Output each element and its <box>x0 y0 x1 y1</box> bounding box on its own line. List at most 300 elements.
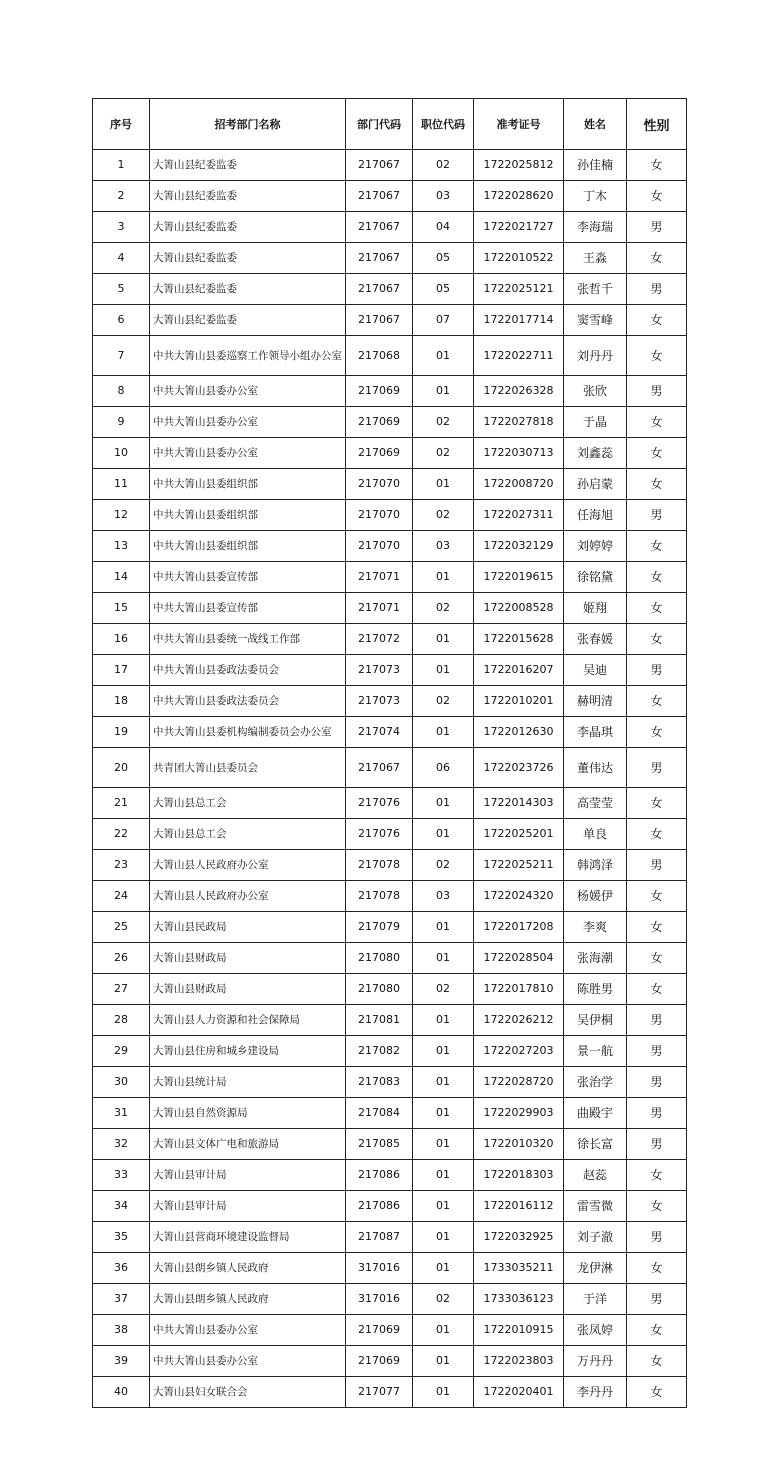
cell-exam-no: 1722010320 <box>474 1129 564 1160</box>
table-row <box>93 1377 687 1408</box>
cell-dept-code: 217069 <box>346 376 413 407</box>
table-row <box>93 1036 687 1067</box>
table-row <box>93 655 687 686</box>
cell-exam-no: 1722018303 <box>474 1160 564 1191</box>
table-row <box>93 469 687 500</box>
cell-dept-code: 217081 <box>346 1005 413 1036</box>
cell-gender: 男 <box>627 1129 687 1160</box>
cell-exam-no: 1722027818 <box>474 407 564 438</box>
cell-dept-name: 大箐山县纪委监委 <box>150 305 346 336</box>
cell-dept-name: 大箐山县妇女联合会 <box>150 1377 346 1408</box>
cell-gender: 女 <box>627 1160 687 1191</box>
cell-seq: 17 <box>93 655 150 686</box>
cell-seq: 4 <box>93 243 150 274</box>
cell-name: 雷雪微 <box>564 1191 627 1222</box>
cell-exam-no: 1722012630 <box>474 717 564 748</box>
cell-dept-name: 大箐山县统计局 <box>150 1067 346 1098</box>
table-header-row <box>93 99 687 150</box>
cell-gender: 女 <box>627 593 687 624</box>
table-row <box>93 1098 687 1129</box>
cell-gender: 男 <box>627 1067 687 1098</box>
cell-dept-code: 217067 <box>346 305 413 336</box>
cell-exam-no: 1733035211 <box>474 1253 564 1284</box>
cell-exam-no: 1722026328 <box>474 376 564 407</box>
cell-dept-name: 中共大箐山县委办公室 <box>150 1346 346 1377</box>
table-row <box>93 881 687 912</box>
cell-dept-code: 217072 <box>346 624 413 655</box>
cell-exam-no: 1733036123 <box>474 1284 564 1315</box>
cell-dept-code: 217069 <box>346 407 413 438</box>
cell-seq: 18 <box>93 686 150 717</box>
cell-seq: 14 <box>93 562 150 593</box>
cell-dept-name: 大箐山县民政局 <box>150 912 346 943</box>
cell-seq: 32 <box>93 1129 150 1160</box>
cell-seq: 34 <box>93 1191 150 1222</box>
cell-dept-code: 217078 <box>346 881 413 912</box>
cell-seq: 25 <box>93 912 150 943</box>
cell-pos-code: 02 <box>413 686 474 717</box>
cell-name: 吴伊桐 <box>564 1005 627 1036</box>
cell-name: 韩鸿泽 <box>564 850 627 881</box>
table-row <box>93 531 687 562</box>
cell-dept-code: 217071 <box>346 562 413 593</box>
cell-name: 景一航 <box>564 1036 627 1067</box>
cell-gender: 女 <box>627 1346 687 1377</box>
table-row <box>93 624 687 655</box>
cell-pos-code: 01 <box>413 1129 474 1160</box>
cell-name: 李丹丹 <box>564 1377 627 1408</box>
cell-seq: 7 <box>93 336 150 376</box>
cell-name: 张欣 <box>564 376 627 407</box>
cell-pos-code: 01 <box>413 1160 474 1191</box>
cell-exam-no: 1722027203 <box>474 1036 564 1067</box>
cell-name: 孙启蒙 <box>564 469 627 500</box>
cell-seq: 40 <box>93 1377 150 1408</box>
cell-dept-code: 217069 <box>346 1346 413 1377</box>
table-row <box>93 593 687 624</box>
cell-seq: 6 <box>93 305 150 336</box>
cell-pos-code: 05 <box>413 274 474 305</box>
cell-exam-no: 1722025121 <box>474 274 564 305</box>
cell-gender: 男 <box>627 1036 687 1067</box>
table-row <box>93 243 687 274</box>
cell-pos-code: 02 <box>413 974 474 1005</box>
cell-dept-name: 大箐山县朗乡镇人民政府 <box>150 1253 346 1284</box>
table-row <box>93 1284 687 1315</box>
cell-dept-code: 217080 <box>346 974 413 1005</box>
cell-dept-name: 大箐山县朗乡镇人民政府 <box>150 1284 346 1315</box>
cell-dept-name: 大箐山县审计局 <box>150 1160 346 1191</box>
cell-dept-name: 大箐山县营商环境建设监督局 <box>150 1222 346 1253</box>
table-row <box>93 686 687 717</box>
cell-exam-no: 1722017208 <box>474 912 564 943</box>
cell-seq: 38 <box>93 1315 150 1346</box>
table-row <box>93 1005 687 1036</box>
candidate-table <box>92 98 687 1408</box>
cell-dept-code: 217070 <box>346 469 413 500</box>
cell-pos-code: 01 <box>413 819 474 850</box>
cell-seq: 11 <box>93 469 150 500</box>
cell-gender: 女 <box>627 943 687 974</box>
cell-name: 赫明清 <box>564 686 627 717</box>
table-row <box>93 850 687 881</box>
table-row <box>93 336 687 376</box>
cell-seq: 35 <box>93 1222 150 1253</box>
cell-gender: 女 <box>627 562 687 593</box>
cell-dept-code: 217067 <box>346 181 413 212</box>
cell-exam-no: 1722016207 <box>474 655 564 686</box>
cell-pos-code: 01 <box>413 788 474 819</box>
cell-gender: 女 <box>627 438 687 469</box>
cell-dept-code: 217067 <box>346 212 413 243</box>
cell-exam-no: 1722008720 <box>474 469 564 500</box>
table-row <box>93 181 687 212</box>
cell-pos-code: 03 <box>413 181 474 212</box>
cell-dept-code: 217069 <box>346 438 413 469</box>
cell-exam-no: 1722010522 <box>474 243 564 274</box>
cell-pos-code: 02 <box>413 407 474 438</box>
cell-name: 高莹莹 <box>564 788 627 819</box>
cell-name: 曲殿宇 <box>564 1098 627 1129</box>
cell-name: 刘子澈 <box>564 1222 627 1253</box>
cell-dept-code: 217080 <box>346 943 413 974</box>
cell-pos-code: 01 <box>413 1036 474 1067</box>
cell-dept-name: 大箐山县纪委监委 <box>150 212 346 243</box>
cell-dept-name: 中共大箐山县委办公室 <box>150 376 346 407</box>
cell-exam-no: 1722017714 <box>474 305 564 336</box>
cell-seq: 27 <box>93 974 150 1005</box>
cell-pos-code: 01 <box>413 1222 474 1253</box>
cell-dept-code: 317016 <box>346 1253 413 1284</box>
table-row <box>93 1222 687 1253</box>
cell-name: 张春媛 <box>564 624 627 655</box>
cell-pos-code: 01 <box>413 1191 474 1222</box>
table-row <box>93 1253 687 1284</box>
cell-name: 龙伊淋 <box>564 1253 627 1284</box>
cell-exam-no: 1722028720 <box>474 1067 564 1098</box>
cell-gender: 女 <box>627 686 687 717</box>
cell-exam-no: 1722026212 <box>474 1005 564 1036</box>
cell-dept-name: 共青团大箐山县委员会 <box>150 748 346 788</box>
cell-name: 丁木 <box>564 181 627 212</box>
cell-dept-code: 217071 <box>346 593 413 624</box>
cell-name: 于晶 <box>564 407 627 438</box>
cell-dept-code: 217073 <box>346 686 413 717</box>
cell-dept-name: 大箐山县文体广电和旅游局 <box>150 1129 346 1160</box>
cell-pos-code: 01 <box>413 943 474 974</box>
cell-seq: 13 <box>93 531 150 562</box>
cell-exam-no: 1722023726 <box>474 748 564 788</box>
cell-dept-code: 217084 <box>346 1098 413 1129</box>
cell-dept-name: 中共大箐山县委组织部 <box>150 531 346 562</box>
table-row <box>93 974 687 1005</box>
cell-exam-no: 1722014303 <box>474 788 564 819</box>
table-row <box>93 748 687 788</box>
cell-seq: 36 <box>93 1253 150 1284</box>
table-row <box>93 1346 687 1377</box>
cell-dept-code: 217086 <box>346 1191 413 1222</box>
table-row <box>93 274 687 305</box>
cell-dept-name: 大箐山县财政局 <box>150 974 346 1005</box>
cell-seq: 24 <box>93 881 150 912</box>
cell-gender: 男 <box>627 748 687 788</box>
cell-name: 张哲千 <box>564 274 627 305</box>
cell-pos-code: 01 <box>413 1005 474 1036</box>
cell-gender: 男 <box>627 376 687 407</box>
cell-dept-name: 中共大箐山县委宣传部 <box>150 593 346 624</box>
cell-gender: 女 <box>627 336 687 376</box>
cell-exam-no: 1722023803 <box>474 1346 564 1377</box>
cell-exam-no: 1722019615 <box>474 562 564 593</box>
cell-dept-name: 中共大箐山县委政法委员会 <box>150 686 346 717</box>
cell-gender: 女 <box>627 1253 687 1284</box>
cell-gender: 男 <box>627 212 687 243</box>
cell-dept-code: 217067 <box>346 748 413 788</box>
cell-pos-code: 01 <box>413 1346 474 1377</box>
table-row <box>93 376 687 407</box>
cell-dept-name: 大箐山县人民政府办公室 <box>150 881 346 912</box>
cell-seq: 15 <box>93 593 150 624</box>
cell-exam-no: 1722015628 <box>474 624 564 655</box>
cell-gender: 男 <box>627 1005 687 1036</box>
table-row <box>93 1129 687 1160</box>
cell-pos-code: 03 <box>413 881 474 912</box>
cell-dept-name: 中共大箐山县委办公室 <box>150 407 346 438</box>
cell-gender: 男 <box>627 1284 687 1315</box>
cell-name: 张治学 <box>564 1067 627 1098</box>
cell-seq: 8 <box>93 376 150 407</box>
cell-gender: 女 <box>627 531 687 562</box>
cell-pos-code: 01 <box>413 376 474 407</box>
cell-pos-code: 01 <box>413 912 474 943</box>
cell-seq: 20 <box>93 748 150 788</box>
cell-name: 孙佳楠 <box>564 150 627 181</box>
cell-dept-code: 217067 <box>346 150 413 181</box>
cell-dept-code: 217087 <box>346 1222 413 1253</box>
cell-exam-no: 1722025812 <box>474 150 564 181</box>
cell-pos-code: 02 <box>413 1284 474 1315</box>
cell-pos-code: 06 <box>413 748 474 788</box>
table-row <box>93 212 687 243</box>
cell-pos-code: 01 <box>413 336 474 376</box>
cell-name: 单良 <box>564 819 627 850</box>
cell-pos-code: 01 <box>413 1315 474 1346</box>
cell-seq: 5 <box>93 274 150 305</box>
cell-pos-code: 04 <box>413 212 474 243</box>
cell-dept-name: 中共大箐山县委办公室 <box>150 438 346 469</box>
cell-pos-code: 01 <box>413 1377 474 1408</box>
cell-seq: 2 <box>93 181 150 212</box>
cell-exam-no: 1722016112 <box>474 1191 564 1222</box>
cell-pos-code: 02 <box>413 150 474 181</box>
cell-name: 王淼 <box>564 243 627 274</box>
cell-pos-code: 07 <box>413 305 474 336</box>
table-row <box>93 943 687 974</box>
header-exam-no: 准考证号 <box>474 99 564 150</box>
cell-seq: 28 <box>93 1005 150 1036</box>
table-row <box>93 407 687 438</box>
cell-exam-no: 1722032129 <box>474 531 564 562</box>
cell-dept-code: 217074 <box>346 717 413 748</box>
cell-seq: 21 <box>93 788 150 819</box>
cell-dept-code: 217083 <box>346 1067 413 1098</box>
cell-name: 徐铭黛 <box>564 562 627 593</box>
cell-gender: 女 <box>627 243 687 274</box>
cell-pos-code: 01 <box>413 717 474 748</box>
cell-gender: 女 <box>627 881 687 912</box>
cell-gender: 女 <box>627 1377 687 1408</box>
table-row <box>93 150 687 181</box>
cell-dept-name: 中共大箐山县委巡察工作领导小组办公室 <box>150 336 346 376</box>
cell-name: 徐长富 <box>564 1129 627 1160</box>
cell-exam-no: 1722028504 <box>474 943 564 974</box>
cell-dept-name: 大箐山县纪委监委 <box>150 243 346 274</box>
cell-exam-no: 1722024320 <box>474 881 564 912</box>
cell-name: 李爽 <box>564 912 627 943</box>
cell-dept-name: 大箐山县人民政府办公室 <box>150 850 346 881</box>
cell-pos-code: 01 <box>413 624 474 655</box>
cell-dept-code: 217073 <box>346 655 413 686</box>
cell-exam-no: 1722029903 <box>474 1098 564 1129</box>
cell-exam-no: 1722027311 <box>474 500 564 531</box>
cell-gender: 女 <box>627 974 687 1005</box>
cell-pos-code: 01 <box>413 1098 474 1129</box>
cell-seq: 23 <box>93 850 150 881</box>
cell-gender: 男 <box>627 1098 687 1129</box>
cell-dept-code: 217085 <box>346 1129 413 1160</box>
cell-seq: 26 <box>93 943 150 974</box>
cell-gender: 女 <box>627 305 687 336</box>
cell-gender: 女 <box>627 912 687 943</box>
cell-dept-code: 217069 <box>346 1315 413 1346</box>
header-gender: 性别 <box>627 99 687 150</box>
cell-name: 窦雪峰 <box>564 305 627 336</box>
cell-dept-code: 217086 <box>346 1160 413 1191</box>
table-row <box>93 717 687 748</box>
cell-name: 杨媛伊 <box>564 881 627 912</box>
cell-seq: 39 <box>93 1346 150 1377</box>
table-body <box>93 150 687 1408</box>
cell-name: 赵蕊 <box>564 1160 627 1191</box>
cell-gender: 男 <box>627 1222 687 1253</box>
cell-seq: 3 <box>93 212 150 243</box>
cell-name: 董伟达 <box>564 748 627 788</box>
cell-name: 李海瑞 <box>564 212 627 243</box>
cell-pos-code: 05 <box>413 243 474 274</box>
table-row <box>93 562 687 593</box>
table-row <box>93 1067 687 1098</box>
cell-dept-code: 217077 <box>346 1377 413 1408</box>
cell-exam-no: 1722032925 <box>474 1222 564 1253</box>
cell-pos-code: 01 <box>413 1067 474 1098</box>
cell-dept-name: 中共大箐山县委办公室 <box>150 1315 346 1346</box>
cell-seq: 33 <box>93 1160 150 1191</box>
cell-gender: 男 <box>627 655 687 686</box>
cell-seq: 29 <box>93 1036 150 1067</box>
cell-dept-name: 中共大箐山县委组织部 <box>150 500 346 531</box>
cell-exam-no: 1722028620 <box>474 181 564 212</box>
cell-exam-no: 1722021727 <box>474 212 564 243</box>
cell-gender: 女 <box>627 181 687 212</box>
cell-dept-name: 中共大箐山县委组织部 <box>150 469 346 500</box>
cell-name: 刘鑫蕊 <box>564 438 627 469</box>
cell-name: 姬翔 <box>564 593 627 624</box>
cell-exam-no: 1722020401 <box>474 1377 564 1408</box>
cell-seq: 1 <box>93 150 150 181</box>
cell-gender: 女 <box>627 1191 687 1222</box>
cell-seq: 16 <box>93 624 150 655</box>
cell-name: 于洋 <box>564 1284 627 1315</box>
cell-dept-name: 中共大箐山县委政法委员会 <box>150 655 346 686</box>
cell-name: 万丹丹 <box>564 1346 627 1377</box>
cell-gender: 女 <box>627 624 687 655</box>
cell-exam-no: 1722030713 <box>474 438 564 469</box>
cell-pos-code: 02 <box>413 850 474 881</box>
cell-name: 吴迪 <box>564 655 627 686</box>
cell-gender: 男 <box>627 850 687 881</box>
cell-dept-code: 217070 <box>346 500 413 531</box>
cell-exam-no: 1722017810 <box>474 974 564 1005</box>
cell-exam-no: 1722008528 <box>474 593 564 624</box>
table-row <box>93 912 687 943</box>
cell-dept-name: 中共大箐山县委统一战线工作部 <box>150 624 346 655</box>
table-row <box>93 305 687 336</box>
table-row <box>93 788 687 819</box>
cell-dept-name: 大箐山县人力资源和社会保障局 <box>150 1005 346 1036</box>
table-row <box>93 819 687 850</box>
cell-seq: 22 <box>93 819 150 850</box>
header-dept-name: 招考部门名称 <box>150 99 346 150</box>
cell-dept-code: 217068 <box>346 336 413 376</box>
cell-dept-name: 大箐山县审计局 <box>150 1191 346 1222</box>
header-pos-code: 职位代码 <box>413 99 474 150</box>
cell-dept-name: 中共大箐山县委宣传部 <box>150 562 346 593</box>
cell-dept-code: 217079 <box>346 912 413 943</box>
cell-dept-name: 中共大箐山县委机构编制委员会办公室 <box>150 717 346 748</box>
cell-dept-code: 217067 <box>346 243 413 274</box>
cell-exam-no: 1722010201 <box>474 686 564 717</box>
cell-pos-code: 02 <box>413 438 474 469</box>
cell-pos-code: 01 <box>413 469 474 500</box>
cell-name: 任海旭 <box>564 500 627 531</box>
cell-name: 张凤婷 <box>564 1315 627 1346</box>
cell-dept-code: 217076 <box>346 788 413 819</box>
cell-dept-code: 317016 <box>346 1284 413 1315</box>
cell-pos-code: 03 <box>413 531 474 562</box>
cell-gender: 女 <box>627 407 687 438</box>
cell-name: 李晶琪 <box>564 717 627 748</box>
cell-name: 刘婷婷 <box>564 531 627 562</box>
cell-pos-code: 01 <box>413 655 474 686</box>
table-row <box>93 500 687 531</box>
cell-seq: 31 <box>93 1098 150 1129</box>
cell-gender: 女 <box>627 788 687 819</box>
cell-pos-code: 01 <box>413 1253 474 1284</box>
cell-gender: 女 <box>627 150 687 181</box>
cell-dept-code: 217070 <box>346 531 413 562</box>
cell-dept-code: 217076 <box>346 819 413 850</box>
cell-name: 刘丹丹 <box>564 336 627 376</box>
cell-seq: 30 <box>93 1067 150 1098</box>
header-dept-code: 部门代码 <box>346 99 413 150</box>
header-seq: 序号 <box>93 99 150 150</box>
cell-dept-name: 大箐山县总工会 <box>150 819 346 850</box>
cell-seq: 9 <box>93 407 150 438</box>
cell-exam-no: 1722010915 <box>474 1315 564 1346</box>
cell-seq: 37 <box>93 1284 150 1315</box>
cell-dept-code: 217067 <box>346 274 413 305</box>
cell-pos-code: 02 <box>413 500 474 531</box>
